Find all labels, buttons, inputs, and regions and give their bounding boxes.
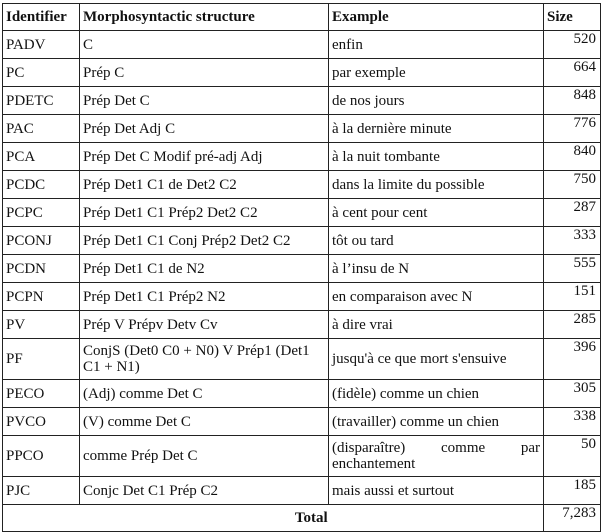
cell-structure: Prép V Prépv Detv Cv — [80, 311, 329, 339]
cell-size: 285 — [544, 311, 601, 339]
cell-example: enfin — [329, 31, 544, 59]
cell-structure: Prép Det C — [80, 87, 329, 115]
cell-structure: Prép Det C Modif pré-adj Adj — [80, 143, 329, 171]
cell-size: 305 — [544, 380, 601, 408]
cell-structure: Prép Det1 C1 de Det2 C2 — [80, 171, 329, 199]
cell-size: 664 — [544, 59, 601, 87]
total-row — [3, 505, 601, 532]
table-row — [3, 143, 601, 171]
table-row — [3, 283, 601, 311]
cell-structure: Prép Det1 C1 de N2 — [80, 255, 329, 283]
cell-identifier: PADV — [3, 31, 80, 59]
total-spacer — [3, 505, 80, 532]
cell-example: (travailler) comme un chien — [329, 408, 544, 436]
cell-example: de nos jours — [329, 87, 544, 115]
table-row — [3, 477, 601, 505]
cell-example: à dire vrai — [329, 311, 544, 339]
header-example: Example — [329, 4, 544, 31]
cell-size: 338 — [544, 408, 601, 436]
cell-structure: Prép Det1 C1 Prép2 N2 — [80, 283, 329, 311]
table-row — [3, 311, 601, 339]
cell-identifier: PECO — [3, 380, 80, 408]
cell-size: 333 — [544, 227, 601, 255]
cell-structure: (Adj) comme Det C — [80, 380, 329, 408]
cell-identifier: PDETC — [3, 87, 80, 115]
table-row — [3, 59, 601, 87]
table-row — [3, 199, 601, 227]
cell-identifier: PAC — [3, 115, 80, 143]
cell-size: 520 — [544, 31, 601, 59]
cell-size: 151 — [544, 283, 601, 311]
cell-identifier: PC — [3, 59, 80, 87]
header-identifier: Identifier — [3, 4, 80, 31]
cell-size: 750 — [544, 171, 601, 199]
cell-identifier: PCPN — [3, 283, 80, 311]
table-row — [3, 408, 601, 436]
cell-structure: Prép Det1 C1 Prép2 Det2 C2 — [80, 199, 329, 227]
cell-size: 185 — [544, 477, 601, 505]
table-row — [3, 436, 601, 477]
cell-example: jusqu'à ce que mort s'ensuive — [329, 339, 544, 380]
data-table — [2, 3, 601, 532]
cell-size: 776 — [544, 115, 601, 143]
cell-example: mais aussi et surtout — [329, 477, 544, 505]
table-row — [3, 380, 601, 408]
cell-structure: ConjS (Det0 C0 + N0) V Prép1 (Det1 C1 + N1) — [80, 339, 329, 380]
table-row — [3, 115, 601, 143]
cell-structure: Prép C — [80, 59, 329, 87]
cell-identifier: PV — [3, 311, 80, 339]
cell-size: 555 — [544, 255, 601, 283]
header-structure: Morphosyntactic structure — [80, 4, 329, 31]
total-value: 7,283 — [544, 505, 601, 532]
table-container — [2, 3, 600, 532]
cell-identifier: PJC — [3, 477, 80, 505]
cell-example: à la nuit tombante — [329, 143, 544, 171]
cell-size: 396 — [544, 339, 601, 380]
cell-example: (fidèle) comme un chien — [329, 380, 544, 408]
header-size: Size — [544, 4, 601, 31]
table-row — [3, 255, 601, 283]
cell-size: 287 — [544, 199, 601, 227]
table-row — [3, 87, 601, 115]
cell-structure: Prép Det1 C1 Conj Prép2 Det2 C2 — [80, 227, 329, 255]
cell-identifier: PCDN — [3, 255, 80, 283]
cell-structure: Prép Det Adj C — [80, 115, 329, 143]
cell-structure: comme Prép Det C — [80, 436, 329, 477]
cell-identifier: PCPC — [3, 199, 80, 227]
cell-example: dans la limite du possible — [329, 171, 544, 199]
cell-size: 50 — [544, 436, 601, 477]
cell-identifier: PPCO — [3, 436, 80, 477]
cell-example: tôt ou tard — [329, 227, 544, 255]
cell-example: (disparaître) comme par enchantement — [329, 436, 544, 477]
header-row — [3, 4, 601, 31]
table-row — [3, 31, 601, 59]
cell-example: par exemple — [329, 59, 544, 87]
cell-structure: C — [80, 31, 329, 59]
table-row — [3, 227, 601, 255]
cell-example: en comparaison avec N — [329, 283, 544, 311]
cell-example: à cent pour cent — [329, 199, 544, 227]
cell-structure: Conjc Det C1 Prép C2 — [80, 477, 329, 505]
cell-identifier: PVCO — [3, 408, 80, 436]
table-row — [3, 171, 601, 199]
cell-identifier: PCDC — [3, 171, 80, 199]
cell-identifier: PCONJ — [3, 227, 80, 255]
table-row — [3, 339, 601, 380]
cell-example: à la dernière minute — [329, 115, 544, 143]
cell-identifier: PF — [3, 339, 80, 380]
cell-size: 848 — [544, 87, 601, 115]
cell-structure: (V) comme Det C — [80, 408, 329, 436]
cell-example: à l’insu de N — [329, 255, 544, 283]
cell-identifier: PCA — [3, 143, 80, 171]
total-label: Total — [80, 505, 544, 532]
cell-size: 840 — [544, 143, 601, 171]
